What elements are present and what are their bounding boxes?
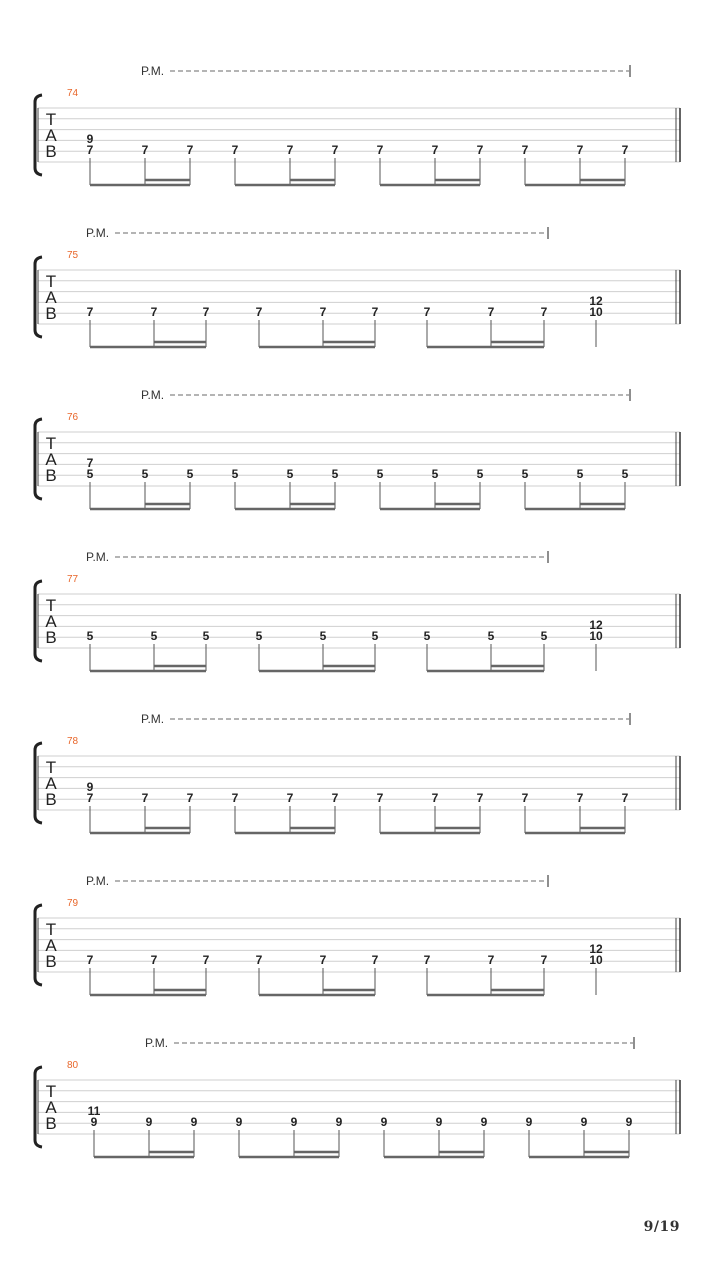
fret-number: 7 [376, 791, 384, 805]
system-75 [35, 226, 680, 347]
tab-clef-letter: T [45, 272, 57, 291]
fret-number: 7 [141, 791, 149, 805]
fret-number: 5 [431, 467, 439, 481]
fret-number: 7 [621, 143, 629, 157]
tab-clef-letter: B [45, 628, 57, 647]
fret-number: 9 [335, 1115, 343, 1129]
fret-number: 5 [487, 629, 495, 643]
fret-number: 5 [186, 467, 194, 481]
fret-number: 7 [86, 143, 94, 157]
fret-number: 7 [487, 305, 495, 319]
tab-clef-letter: A [45, 450, 57, 469]
palm-mute-label: P.M. [86, 550, 110, 564]
fret-number: 5 [576, 467, 584, 481]
tab-clef-letter: B [45, 142, 57, 161]
fret-number: 5 [376, 467, 384, 481]
fret-number: 9 [525, 1115, 533, 1129]
fret-number: 5 [621, 467, 629, 481]
tab-clef-letter: T [45, 434, 57, 453]
measure-number: 76 [67, 412, 79, 423]
measure-number: 79 [67, 898, 79, 909]
fret-number: 7 [150, 305, 158, 319]
tab-clef-letter: B [45, 466, 57, 485]
system-74 [35, 64, 680, 185]
fret-number: 7 [621, 791, 629, 805]
fret-number: 7 [86, 953, 94, 967]
fret-number: 9 [625, 1115, 633, 1129]
tab-clef-letter: B [45, 304, 57, 323]
fret-number: 12 [589, 618, 603, 632]
fret-number: 10 [589, 629, 603, 643]
fret-number: 7 [521, 143, 529, 157]
measure-number: 80 [67, 1060, 79, 1071]
tab-clef-letter: B [45, 952, 57, 971]
fret-number: 7 [521, 791, 529, 805]
fret-number: 12 [589, 942, 603, 956]
system-77 [35, 550, 680, 671]
tab-clef-letter: A [45, 612, 57, 631]
measure-number: 78 [67, 736, 79, 747]
fret-number: 7 [286, 791, 294, 805]
fret-number: 10 [589, 953, 603, 967]
fret-number: 7 [371, 305, 379, 319]
fret-number: 5 [255, 629, 263, 643]
fret-number: 9 [190, 1115, 198, 1129]
fret-number: 7 [231, 791, 239, 805]
palm-mute-label: P.M. [141, 64, 165, 78]
fret-number: 5 [371, 629, 379, 643]
tab-clef-letter: A [45, 1098, 57, 1117]
fret-number: 5 [476, 467, 484, 481]
fret-number: 5 [231, 467, 239, 481]
fret-number: 7 [423, 953, 431, 967]
fret-number: 11 [87, 1104, 101, 1118]
fret-number: 7 [576, 143, 584, 157]
fret-number: 5 [150, 629, 158, 643]
fret-number: 7 [319, 953, 327, 967]
fret-number: 7 [331, 791, 339, 805]
system-79 [35, 874, 680, 995]
system-76 [35, 388, 680, 509]
fret-number: 5 [86, 467, 94, 481]
measure-number: 75 [67, 250, 79, 261]
tab-clef-letter: A [45, 288, 57, 307]
fret-number: 5 [202, 629, 210, 643]
tab-clef-letter: T [45, 596, 57, 615]
fret-number: 7 [186, 143, 194, 157]
system-80 [35, 1036, 680, 1157]
fret-number: 5 [86, 629, 94, 643]
measure-number: 74 [67, 88, 79, 99]
tab-clef-letter: T [45, 758, 57, 777]
fret-number: 7 [255, 953, 263, 967]
fret-number: 7 [371, 953, 379, 967]
palm-mute-label: P.M. [86, 874, 110, 888]
fret-number: 5 [286, 467, 294, 481]
fret-number: 5 [521, 467, 529, 481]
tab-clef-letter: T [45, 1082, 57, 1101]
tab-clef-letter: B [45, 1114, 57, 1133]
fret-number: 9 [235, 1115, 243, 1129]
fret-number: 7 [150, 953, 158, 967]
page-number: 9/19 [643, 1219, 680, 1235]
fret-number: 9 [380, 1115, 388, 1129]
fret-number: 7 [476, 791, 484, 805]
fret-number: 7 [431, 143, 439, 157]
fret-number: 7 [202, 305, 210, 319]
fret-number: 9 [86, 132, 94, 146]
fret-number: 7 [186, 791, 194, 805]
fret-number: 9 [435, 1115, 443, 1129]
fret-number: 7 [319, 305, 327, 319]
fret-number: 9 [480, 1115, 488, 1129]
fret-number: 7 [540, 953, 548, 967]
palm-mute-label: P.M. [141, 388, 165, 402]
tab-clef-letter: A [45, 774, 57, 793]
fret-number: 7 [286, 143, 294, 157]
tab-clef-letter: A [45, 936, 57, 955]
tab-clef-letter: T [45, 920, 57, 939]
fret-number: 10 [589, 305, 603, 319]
fret-number: 5 [423, 629, 431, 643]
fret-number: 7 [202, 953, 210, 967]
tab-clef-letter: T [45, 110, 57, 129]
fret-number: 7 [423, 305, 431, 319]
fret-number: 9 [86, 780, 94, 794]
fret-number: 5 [319, 629, 327, 643]
tab-clef-letter: A [45, 126, 57, 145]
measure-number: 77 [67, 574, 79, 585]
fret-number: 7 [431, 791, 439, 805]
fret-number: 9 [145, 1115, 153, 1129]
tab-clef-letter: B [45, 790, 57, 809]
fret-number: 5 [141, 467, 149, 481]
fret-number: 5 [540, 629, 548, 643]
fret-number: 9 [580, 1115, 588, 1129]
fret-number: 7 [540, 305, 548, 319]
fret-number: 9 [290, 1115, 298, 1129]
fret-number: 7 [576, 791, 584, 805]
fret-number: 7 [86, 791, 94, 805]
fret-number: 9 [90, 1115, 98, 1129]
palm-mute-label: P.M. [86, 226, 110, 240]
system-78 [35, 712, 680, 833]
fret-number: 7 [231, 143, 239, 157]
fret-number: 7 [476, 143, 484, 157]
fret-number: 7 [376, 143, 384, 157]
fret-number: 12 [589, 294, 603, 308]
fret-number: 7 [86, 456, 94, 470]
palm-mute-label: P.M. [145, 1036, 169, 1050]
fret-number: 7 [331, 143, 339, 157]
fret-number: 7 [141, 143, 149, 157]
fret-number: 7 [86, 305, 94, 319]
fret-number: 5 [331, 467, 339, 481]
fret-number: 7 [255, 305, 263, 319]
fret-number: 7 [487, 953, 495, 967]
palm-mute-label: P.M. [141, 712, 165, 726]
